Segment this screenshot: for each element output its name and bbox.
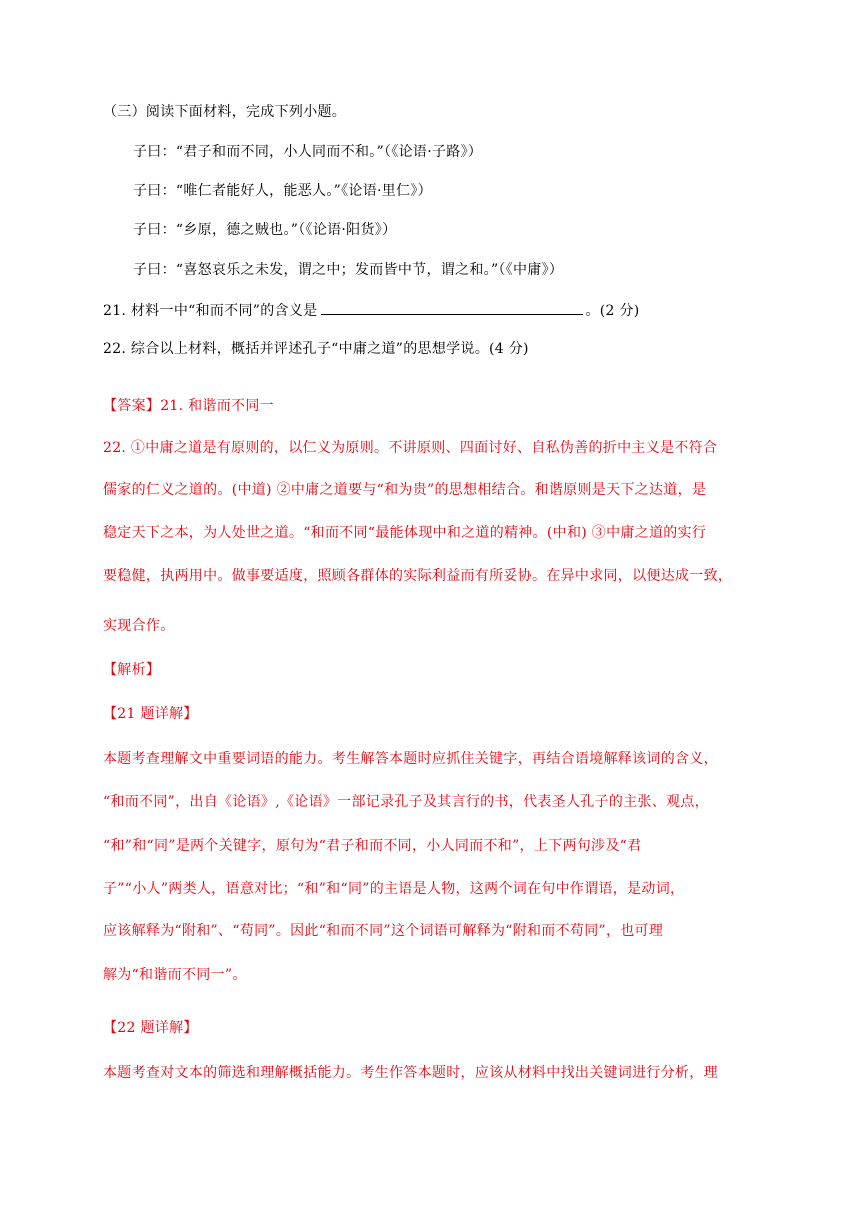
analysis-21-line-4: 子”“小人”两类人，语意对比；“和”和“同”的主语是人物，这两个词在句中作谓语，是动词， (103, 881, 685, 897)
answer-22-line-5: 实现合作。 (103, 618, 175, 634)
analysis-21-label: 【21 题详解】 (103, 706, 198, 722)
answer-22-line-2: 儒家的仁义之道的。(中道) ②中庸之道要与“和为贵”的思想相结合。和谐原则是天下之达道，是 (103, 482, 707, 498)
analysis-21-line-2: “和而不同”，出自《论语》,《论语》一部记录孔子及其言行的书，代表圣人孔子的主张、观点， (103, 794, 709, 810)
quote-4: 子曰：“喜怒哀乐之未发，谓之中；发而皆中节，谓之和。”（《中庸》） (133, 262, 564, 278)
question-21-text: 21. 材料一中“和而不同”的含义是 (103, 303, 318, 319)
analysis-22-label: 【22 题详解】 (103, 1020, 198, 1036)
section-header: （三）阅读下面材料，完成下列小题。 (103, 104, 347, 120)
analysis-label: 【解析】 (103, 662, 161, 678)
quote-2: 子曰：“唯仁者能好人，能恶人。”《论语·里仁》） (133, 183, 432, 199)
quote-3: 子曰：“乡原，德之贼也。”（《论语·阳货》） (133, 222, 397, 238)
answer-blank (321, 300, 583, 315)
question-21-suffix: 。(2 分) (585, 303, 640, 319)
quote-1: 子曰：“君子和而不同，小人同而不和。”（《论语·子路》） (133, 144, 483, 160)
answer-22-line-4: 要稳健，执两用中。做事要适度，照顾各群体的实际利益而有所妥协。在异中求同，以便达成一致， (103, 568, 733, 584)
question-22: 22. 综合以上材料，概括并评述孔子“中庸之道”的思想学说。(4 分) (103, 341, 529, 357)
analysis-22-line-1: 本题考查对文本的筛选和理解概括能力。考生作答本题时，应该从材料中找出关键词进行分析，理 (103, 1065, 718, 1081)
analysis-21-line-6: 解为“和谐而不同一”。 (103, 967, 247, 983)
analysis-21-line-5: 应该解释为“附和”、“苟同”。因此“和而不同”这个词语可解释为“附和而不苟同”，也可理 (103, 923, 664, 939)
analysis-21-line-1: 本题考查理解文中重要词语的能力。考生解答本题时应抓住关键字，再结合语境解释该词的含义， (103, 751, 718, 767)
answer-label: 【答案】21. 和谐而不同一 (103, 398, 274, 414)
analysis-21-line-3: “和”和“同”是两个关键字，原句为“君子和而不同，小人同而不和”，上下两句涉及“君 (103, 838, 642, 854)
answer-22-line-3: 稳定天下之本，为人处世之道。“和而不同“最能体现中和之道的精神。(中和) ③中庸之道的实行 (103, 525, 707, 541)
answer-22-line-1: 22. ①中庸之道是有原则的，以仁义为原则。不讲原则、四面讨好、自私伪善的折中主义是不符合 (103, 440, 718, 456)
question-21 (103, 300, 640, 321)
